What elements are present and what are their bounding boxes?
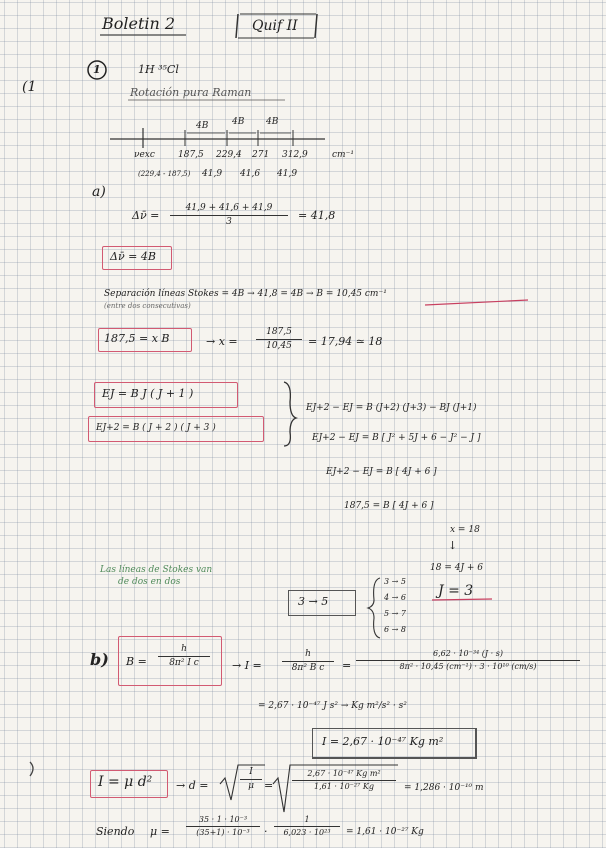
- delta-fraction: [170, 204, 288, 227]
- x-equals-18: x = 18: [450, 525, 480, 535]
- delta-lhs: Δν̄ =: [132, 209, 160, 222]
- diffs-prefix: (229,4 - 187,5): [138, 170, 191, 178]
- mu-prefix: Siendo: [96, 825, 135, 838]
- line-187: 187,5: [178, 150, 204, 160]
- spacing-label-1: 4B: [196, 121, 209, 131]
- green-note-1: Las líneas de Stokes van: [100, 565, 213, 575]
- i-lhs: → I =: [232, 659, 262, 672]
- part-b-label: b): [90, 650, 109, 669]
- down-arrow: ↓: [448, 539, 458, 552]
- x-bar: [256, 339, 302, 340]
- part-a-label: a): [92, 184, 106, 200]
- mu-frac2-denominator: 6,023 · 10²³: [283, 828, 331, 837]
- equation-2: EJ+2 − EJ = B [ J² + 5J + 6 − J² − J ]: [312, 433, 481, 443]
- delta-denominator: 3: [226, 217, 232, 227]
- axis-unit: cm⁻¹: [332, 150, 354, 160]
- i-denominator: 8π² B c: [291, 663, 325, 673]
- line-271: 271: [252, 150, 270, 160]
- spacing-label-2: 4B: [232, 117, 245, 127]
- calc-equals: =: [342, 659, 352, 672]
- mu-frac1-denominator: (35+1) · 10⁻³: [196, 828, 250, 837]
- x-result: = 17,94 ≃ 18: [308, 335, 383, 348]
- j-result: J = 3: [438, 583, 474, 599]
- calc-bar: [356, 660, 580, 661]
- equation-4: 187,5 = B [ 4J + 6 ]: [344, 501, 434, 511]
- boxed-b-lhs: B =: [126, 655, 147, 668]
- margin-number: (1: [22, 79, 37, 95]
- origin-label: νexc: [134, 150, 155, 160]
- mu-frac2-bar: [274, 826, 340, 827]
- mu-fraction-1: [186, 816, 260, 837]
- boxed-delta: Δν̄ = 4B: [110, 250, 156, 263]
- transition-1: 3 → 5: [384, 577, 406, 586]
- delta-bar: [170, 215, 288, 216]
- diff-3: 41,9: [277, 169, 298, 179]
- i-fraction: [282, 650, 334, 673]
- stokes-note: (entre dos consecutivas): [104, 302, 191, 310]
- d-result: = 1,286 · 10⁻¹⁰ m: [404, 783, 484, 793]
- d-sqrt-bar: [240, 779, 262, 780]
- boxed-b-denominator: 8π² I c: [169, 658, 199, 668]
- d-calc-numerator: 2,67 · 10⁻⁴⁷ Kg m²: [307, 769, 381, 778]
- mu-frac1-numerator: 35 · 1 · 10⁻³: [198, 815, 248, 824]
- line-312: 312,9: [282, 150, 308, 160]
- boxed-ej2: EJ+2 = B ( J + 2 ) ( J + 3 ): [96, 423, 216, 433]
- result-line: = 2,67 · 10⁻⁴⁷ J s² → Kg m²/s² · s²: [258, 701, 407, 711]
- green-note-2: de dos en dos: [118, 577, 181, 587]
- equation-5: 18 = 4J + 6: [430, 563, 484, 573]
- spacing-label-3: 4B: [266, 117, 279, 127]
- boxed-b-fraction: [158, 645, 210, 668]
- boxed-x: 187,5 = x B: [104, 332, 170, 345]
- i-bar: [282, 661, 334, 662]
- mu-lhs: μ =: [150, 825, 170, 838]
- x-numerator: 187,5: [266, 327, 292, 337]
- d-calc-fraction: [292, 770, 396, 791]
- calc-numerator: 6,62 · 10⁻³⁴ (J · s): [433, 649, 503, 658]
- mu-frac1-bar: [186, 826, 260, 827]
- subtitle: Rotación pura Raman: [130, 86, 252, 99]
- line-229: 229,4: [216, 150, 242, 160]
- diff-2: 41,6: [240, 169, 261, 179]
- equation-3: EJ+2 − EJ = B [ 4J + 6 ]: [326, 467, 437, 477]
- x-lhs: → x =: [206, 335, 238, 348]
- quiz-label: Quif II: [252, 18, 298, 34]
- d-equals: =: [264, 779, 274, 792]
- boxed-b-numerator: h: [181, 644, 187, 654]
- transition-3: 5 → 7: [384, 609, 406, 618]
- boxed-mu: I = μ d²: [98, 774, 153, 790]
- diff-1: 41,9: [202, 169, 223, 179]
- mu-dot: ·: [264, 825, 268, 838]
- x-fraction: [256, 328, 302, 351]
- mu-frac2-numerator: 1: [304, 815, 310, 824]
- stokes-text: Separación líneas Stokes = 4B → 41,8 = 4B → B = 10,45 cm⁻¹: [104, 289, 387, 299]
- i-numerator: h: [305, 649, 311, 659]
- d-sqrt-fraction: [240, 768, 262, 791]
- boxed-i: I = 2,67 · 10⁻⁴⁷ Kg m²: [322, 735, 444, 748]
- d-sqrt-denominator: μ: [248, 781, 254, 791]
- mu-result: = 1,61 · 10⁻²⁷ Kg: [346, 827, 424, 837]
- molecule-label: 1H ³⁵Cl: [138, 63, 179, 76]
- equation-1: EJ+2 − EJ = B (J+2) (J+3) − BJ (J+1): [306, 403, 477, 413]
- d-sqrt-numerator: I: [249, 767, 253, 777]
- delta-result: = 41,8: [298, 209, 336, 222]
- delta-numerator: 41,9 + 41,6 + 41,9: [185, 203, 273, 213]
- transition-2: 4 → 6: [384, 593, 406, 602]
- boxed-b-bar: [158, 656, 210, 657]
- calc-fraction: [356, 650, 580, 671]
- page-title: Boletin 2: [102, 14, 176, 33]
- problem-number: 1: [93, 63, 101, 76]
- transition-4: 6 → 8: [384, 625, 406, 634]
- d-calc-denominator: 1,61 · 10⁻²⁷ Kg: [314, 782, 374, 791]
- x-denominator: 10,45: [266, 341, 292, 351]
- boxed-ej: EJ = B J ( J + 1 ): [102, 387, 194, 400]
- calc-denominator: 8π² · 10,45 (cm⁻¹) · 3 · 10¹⁰ (cm/s): [399, 662, 537, 671]
- mu-fraction-2: [274, 816, 340, 837]
- boxed-transition: 3 → 5: [298, 595, 329, 608]
- d-lhs: → d =: [176, 779, 209, 792]
- d-calc-bar: [292, 780, 396, 781]
